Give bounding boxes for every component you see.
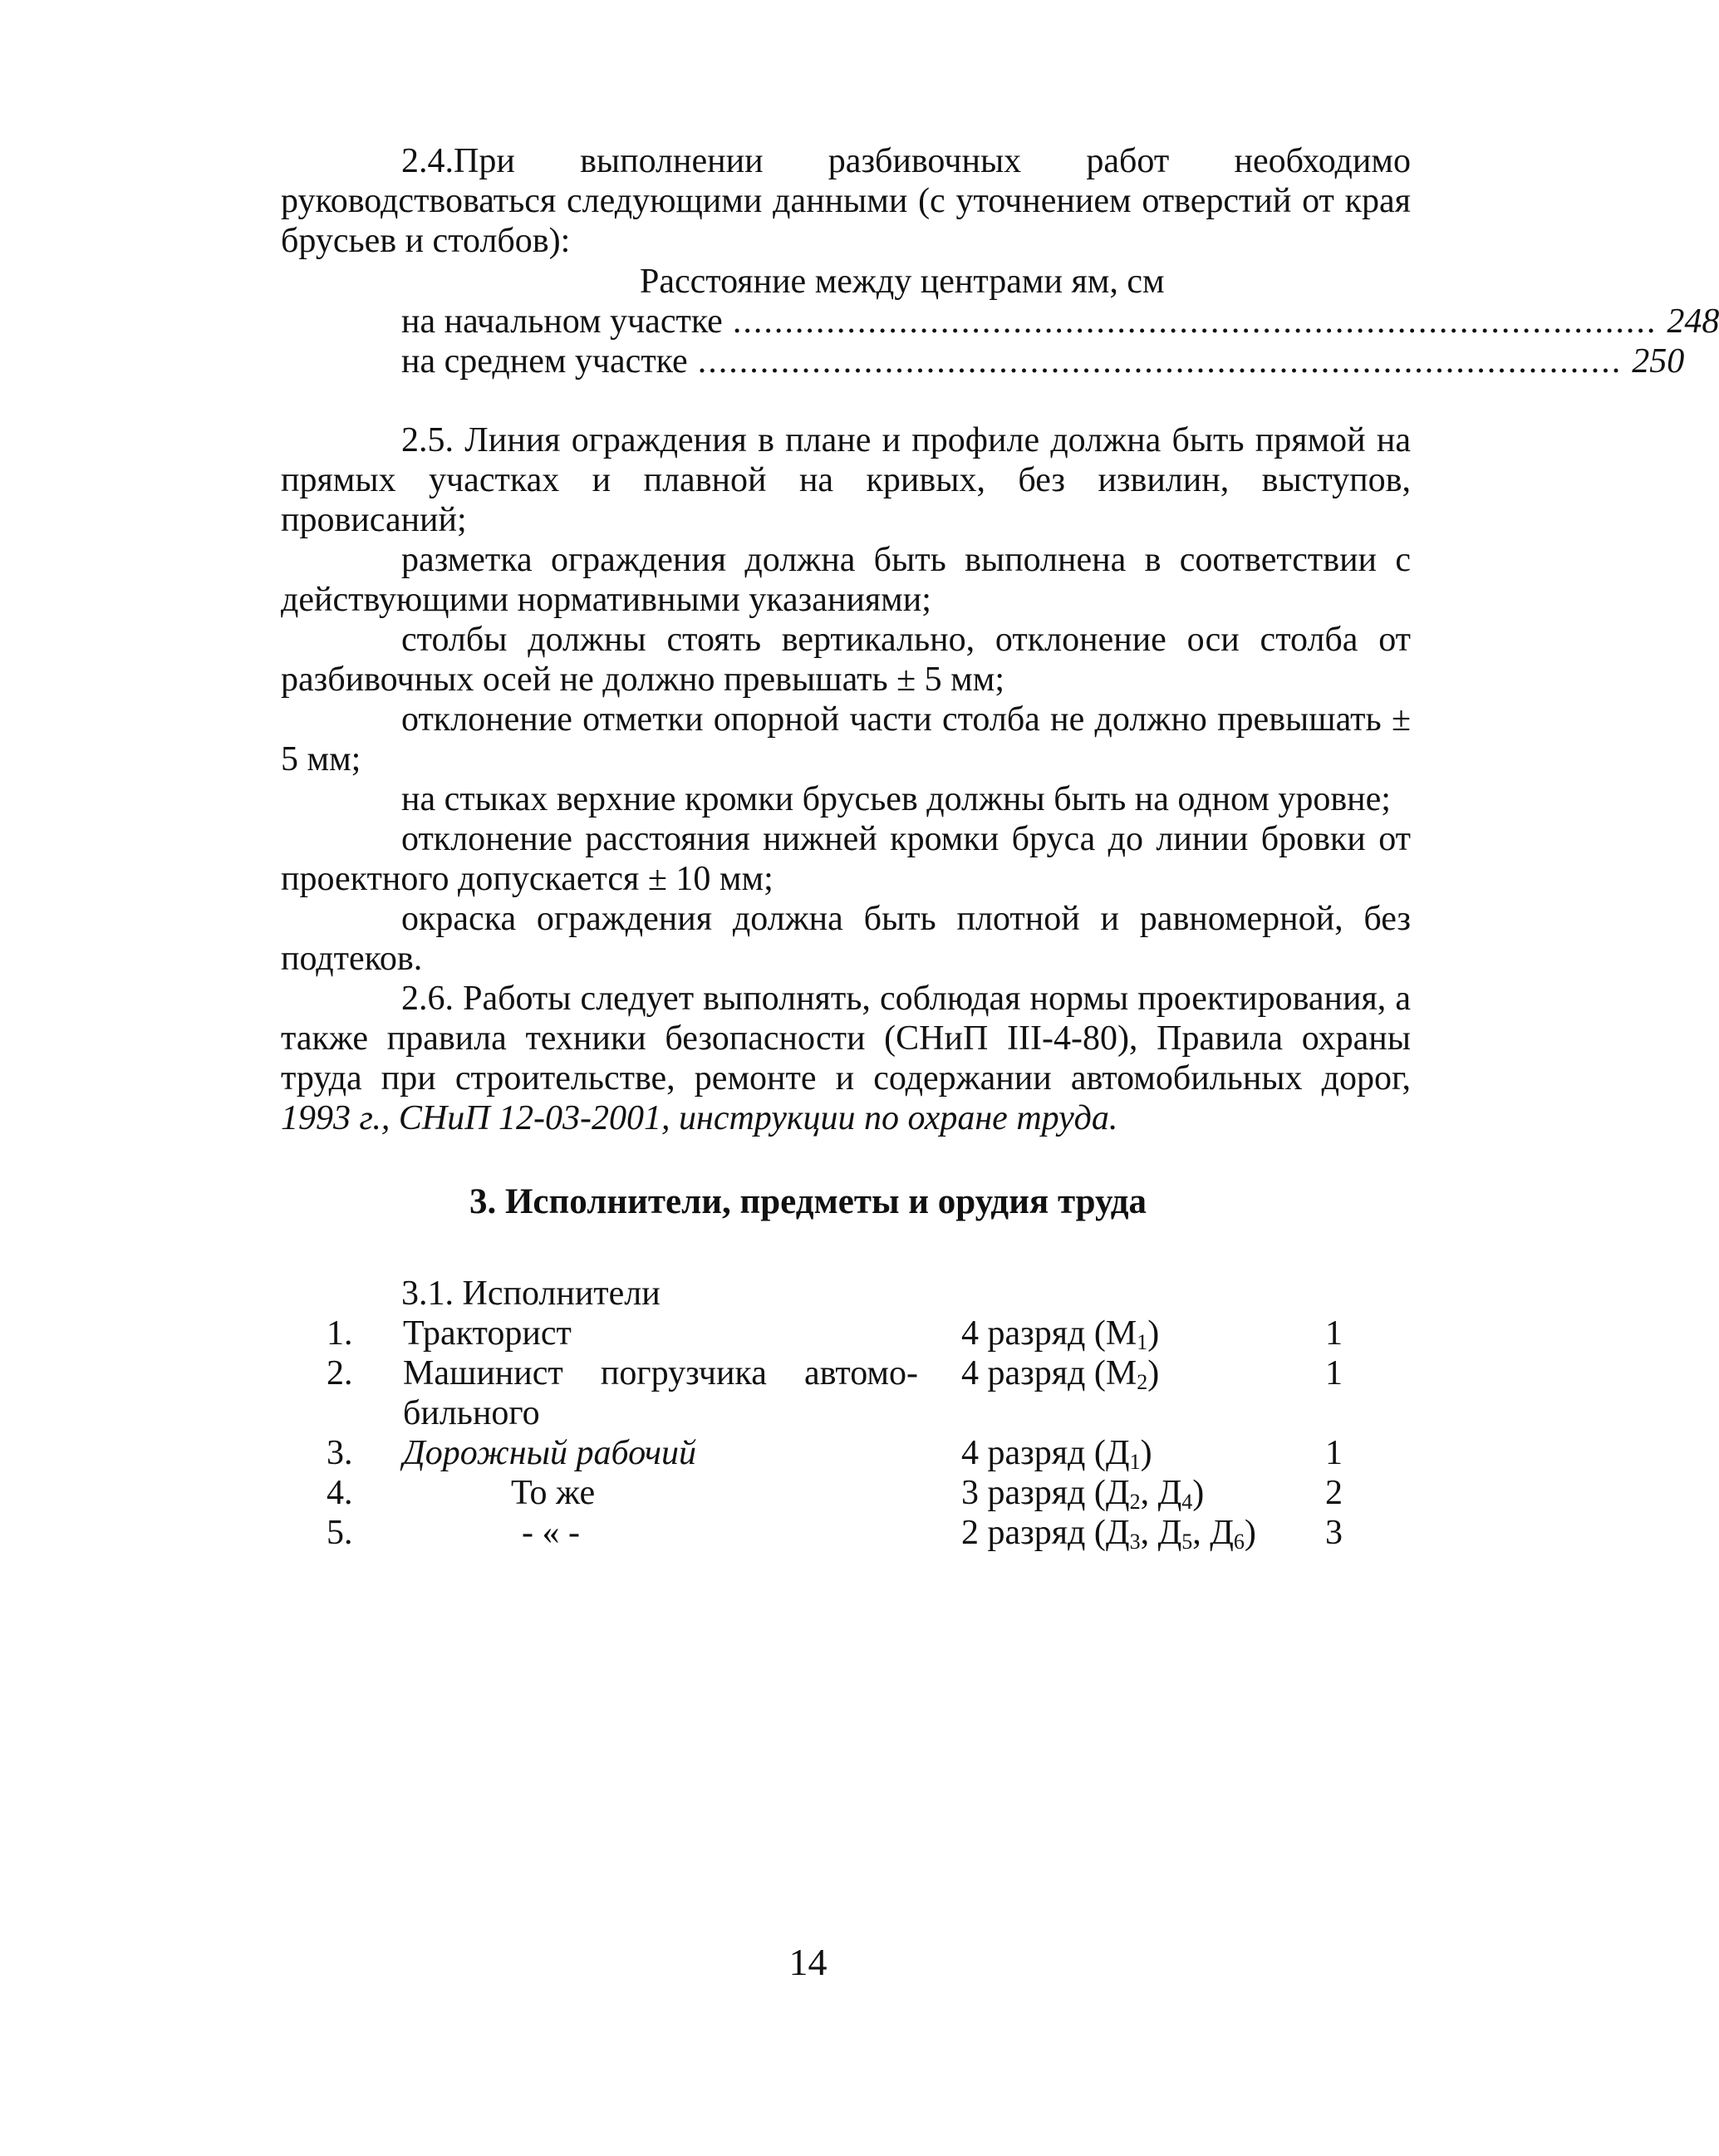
worker-name: Машинист погрузчика автомо- xyxy=(403,1354,918,1392)
distance-label: на начальном участке xyxy=(401,302,723,341)
dot-leader: ......................................................................................... xyxy=(697,342,1623,381)
page-number: 14 xyxy=(788,1941,828,1983)
distance-label: на среднем участке xyxy=(401,342,688,381)
worker-count: 1 xyxy=(1325,1354,1343,1392)
paragraph-marking: разметка ограждения должна быть выполнена в соответствии с действующими нормативными указаниями; xyxy=(281,541,1411,619)
paragraph-beam-edge: отклонение расстояния нижней кромки бруса до линии бровки от проектного допускается ± 10 мм; xyxy=(281,820,1411,898)
paragraph-posts: столбы должны стоять вертикально, отклонение оси столба от разбивочных осей не должно превышать ± 5 мм; xyxy=(281,621,1411,699)
distance-value: 250 xyxy=(1632,342,1685,381)
worker-grade: 3 разряд ($Д_2$, $Д_4$) xyxy=(961,1474,1205,1514)
worker-grade: 4 разряд $(Д_1)$ xyxy=(961,1434,1152,1474)
worker-name: - « - xyxy=(522,1514,580,1552)
worker-name: Тракторист xyxy=(403,1314,572,1353)
section-3-1-subheading: 3.1. Исполнители xyxy=(401,1274,661,1313)
paragraph-support-mark: отклонение отметки опорной части столба не должно превышать ± 5 мм; xyxy=(281,700,1411,778)
distance-row-middle xyxy=(401,341,1685,381)
worker-grade: 4 разряд $(М_1)$ xyxy=(961,1314,1160,1354)
worker-name: Дорожный рабочий xyxy=(403,1434,697,1472)
paragraph-2-5: 2.5. Линия ограждения в плане и профиле должна быть прямой на прямых участках и плавной на кривых, без извилин, выступов, провисаний; xyxy=(281,421,1411,539)
worker-number: 3. xyxy=(327,1434,353,1472)
worker-count: 3 xyxy=(1325,1514,1343,1552)
section-2-5 xyxy=(281,420,1411,1138)
worker-number: 5. xyxy=(327,1514,353,1552)
distance-row-initial xyxy=(401,302,1719,341)
worker-count: 1 xyxy=(1325,1434,1343,1472)
paragraph-2-6-year: 1993 г., xyxy=(281,1099,390,1137)
worker-name: То же xyxy=(511,1474,596,1512)
worker-grade: 4 разряд $(М_2)$ xyxy=(961,1354,1160,1394)
worker-count: 1 xyxy=(1325,1314,1343,1353)
worker-number: 4. xyxy=(327,1474,353,1512)
dot-leader: ......................................................................................... xyxy=(732,302,1658,341)
paragraph-joints: на стыках верхние кромки брусьев должны быть на одном уровне; xyxy=(401,780,1391,818)
paragraph-2-6-reference: СНиП 12-03-2001, инструкции по охране труда. xyxy=(398,1099,1118,1137)
worker-number: 1. xyxy=(327,1314,353,1353)
worker-count: 2 xyxy=(1325,1474,1343,1512)
section-2-4 xyxy=(281,141,1411,261)
worker-name-continuation: бильного xyxy=(403,1394,540,1432)
paragraph-painting: окраска ограждения должна быть плотной и равномерной, без подтеков. xyxy=(281,900,1411,978)
paragraph-2-4: 2.4.При выполнении разбивочных работ необходимо руководствоваться следующими данными (с уточнением отверстий от края брусьев и столбов): xyxy=(281,142,1411,260)
paragraph-2-6-main: 2.6. Работы следует выполнять, соблюдая нормы проектирования, а также правила техники безопасности (СНиП III-4-80), Правила охраны труда при строительстве, ремонте и содержании автомобильных дорог, xyxy=(281,980,1411,1098)
distance-value: 248 xyxy=(1667,302,1719,341)
section-3-heading: 3. Исполнители, предметы и орудия труда xyxy=(469,1182,1147,1221)
paragraph-2-6 xyxy=(281,979,1411,1138)
distance-title: Расстояние между центрами ям, см xyxy=(640,263,1165,301)
worker-number: 2. xyxy=(327,1354,353,1392)
worker-grade: 2 разряд ($Д_3$, $Д_5$, $Д_6$) xyxy=(961,1514,1256,1554)
